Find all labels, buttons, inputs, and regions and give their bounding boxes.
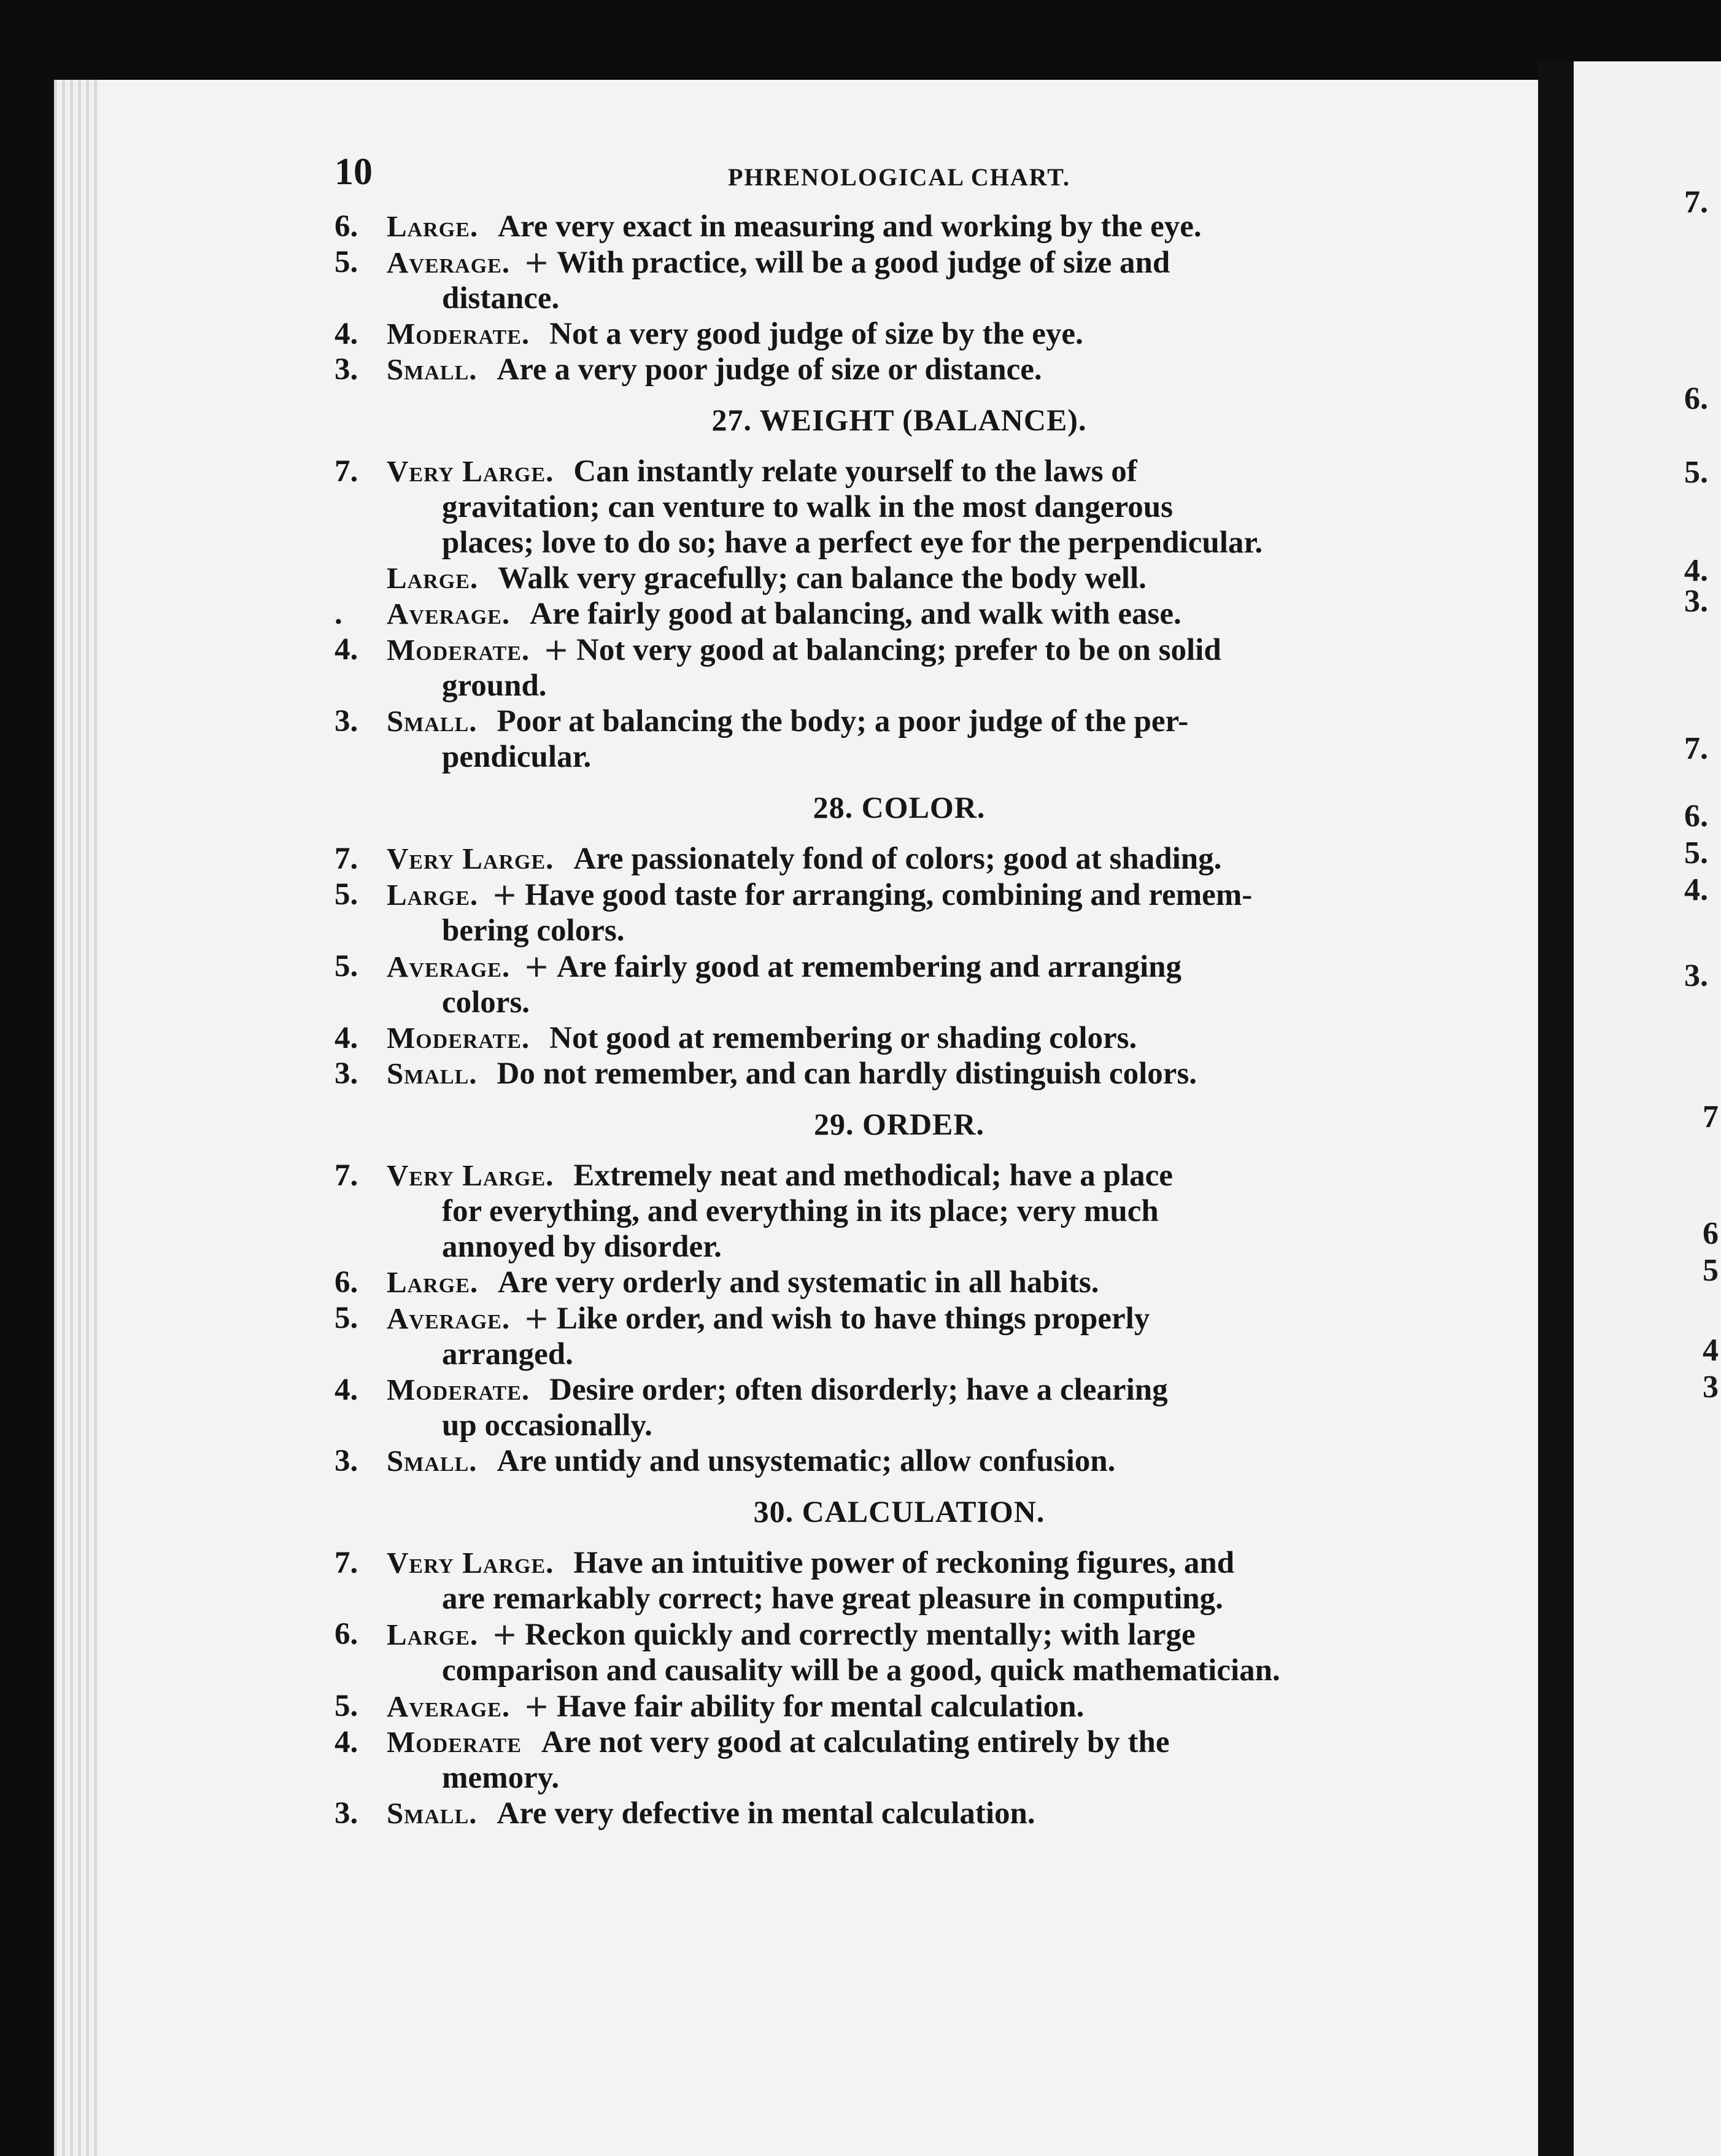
entry-number: 5. [335,1301,358,1335]
entry-number: 6. [335,1617,358,1651]
facing-page-numeral: 5 [1703,1253,1719,1288]
entry-line: annoyed by disorder. [442,1230,722,1264]
running-title: PHRENOLOGICAL CHART. [728,163,1070,191]
entry-row [335,1796,1464,1831]
entry-number: 4. [335,1021,358,1055]
entry-number: 4. [335,632,358,667]
entry-degree-label: Large. [387,878,479,912]
handwritten-check-mark: + [543,632,570,667]
facing-page-numeral: 4 [1703,1333,1719,1368]
entry-line: Poor at balancing the body; a poor judge of the per- [497,704,1189,739]
entry-degree-label: Small. [387,1444,478,1478]
handwritten-check-mark: + [492,877,518,912]
entry-number: 5. [335,245,358,279]
entry-text [387,596,1464,632]
entry-line: Are a very poor judge of size or distance. [497,352,1042,387]
entry-number: 5. [335,949,358,983]
section-29-order [335,1158,1464,1479]
entry-line: memory. [442,1761,560,1795]
entry-text [387,1372,1464,1443]
facing-page-edge [1574,61,1721,2156]
entry-text [387,1158,1464,1265]
handwritten-check-mark: + [524,948,550,984]
entry-text [387,841,1464,877]
entry-degree-label: Average. [387,950,511,983]
entry-degree-label: Large. [387,561,479,595]
entry-row [335,632,1464,704]
entry-line: Are very exact in measuring and working by the eye. [498,209,1202,244]
entry-text [387,948,1464,1020]
entry-degree-label: Small. [387,1057,478,1090]
book-gutter [1538,61,1574,2156]
facing-page-numeral: 3. [1684,584,1708,619]
heading-order: 29. ORDER. [813,1107,985,1141]
heading-calculation: 30. CALCULATION. [753,1494,1045,1529]
entry-row [335,948,1464,1020]
entry-number: 5. [335,877,358,912]
facing-page-numeral: 6 [1703,1216,1719,1251]
entry-degree-label: Moderate. [387,1021,530,1055]
entry-row [335,1443,1464,1479]
entry-row [335,209,1464,244]
entry-number: 5. [335,1689,358,1723]
entry-row [335,1372,1464,1443]
heading-weight: 27. WEIGHT (BALANCE). [711,403,1087,437]
entry-degree-label: Small. [387,352,478,386]
running-head [335,150,1464,209]
entry-row [335,244,1464,316]
page-content [335,150,1464,1831]
entry-row [335,596,1464,632]
entry-line: Have an intuitive power of reckoning figures, and [573,1546,1235,1580]
entry-row [335,352,1464,387]
entry-degree-label: Average. [387,597,511,630]
entry-line: bering colors. [442,913,625,948]
entry-text [387,1688,1464,1724]
entry-line: Have good taste for arranging, combining and remem- [525,878,1253,912]
entry-text [387,454,1464,560]
entry-row [335,1020,1464,1056]
facing-page-numeral: 7. [1684,185,1708,220]
entry-number: 3. [335,704,358,739]
entry-degree-label: Very Large. [387,454,554,488]
entry-number: 6. [335,1265,358,1300]
entry-row [335,1265,1464,1300]
entry-number: . [335,597,342,631]
entry-text [387,1020,1464,1056]
facing-page-numeral: 7 [1703,1099,1719,1134]
entry-line: up occasionally. [442,1408,652,1443]
entry-row [335,1056,1464,1092]
facing-page-numeral: 4. [1684,872,1708,907]
entry-line: Are very orderly and systematic in all habits. [498,1265,1099,1300]
entry-text [387,1545,1464,1616]
entry-degree-label: Large. [387,209,479,243]
entry-degree-label: Small. [387,704,478,738]
entry-number: 3. [335,352,358,387]
entry-line: arranged. [442,1337,573,1371]
entry-line: Are fairly good at balancing, and walk with ease. [530,597,1181,631]
entry-line: distance. [442,281,560,316]
entry-degree-label: Small. [387,1796,478,1830]
entry-row [335,316,1464,352]
facing-page-numeral: 6. [1684,381,1708,416]
entry-degree-label: Moderate. [387,1373,530,1406]
entry-line: for everything, and everything in its place; very much [442,1194,1159,1228]
entry-degree-label: Moderate [387,1725,522,1759]
handwritten-check-mark: + [524,1300,550,1336]
entry-line: Not good at remembering or shading colors. [549,1021,1137,1055]
entry-text [387,1300,1464,1372]
entry-text [387,316,1464,352]
entry-number: 4. [335,1725,358,1759]
entry-line: Are very defective in mental calculation. [497,1796,1035,1831]
entry-line: pendicular. [442,740,592,774]
entry-line: Not a very good judge of size by the eye. [549,317,1083,351]
facing-page-numeral: 7. [1684,731,1708,766]
entry-number: 4. [335,1373,358,1407]
facing-page-numeral: 3. [1684,958,1708,993]
entry-line: Can instantly relate yourself to the laws of [573,454,1137,489]
entry-number: 3. [335,1444,358,1478]
entry-line: Walk very gracefully; can balance the body well. [498,561,1147,595]
entry-line: gravitation; can venture to walk in the most dangerous [442,490,1173,524]
page-edge-stack [54,80,98,2156]
facing-page-numeral: 5. [1684,836,1708,871]
section-27-weight [335,454,1464,775]
entry-degree-label: Moderate. [387,633,530,667]
entry-line: Are untidy and unsystematic; allow confusion. [497,1444,1116,1478]
facing-page-numeral: 5. [1684,455,1708,490]
handwritten-check-mark: + [524,1688,550,1724]
entry-text [387,1056,1464,1092]
entry-row [335,841,1464,877]
entry-number: 6. [335,209,358,244]
entry-line: ground. [442,669,547,703]
entry-degree-label: Large. [387,1618,479,1651]
entry-degree-label: Average. [387,1689,511,1723]
entry-line: Are not very good at calculating entirely by the [541,1725,1170,1759]
entry-line: Are fairly good at remembering and arranging [557,950,1182,984]
page-number: 10 [335,151,373,193]
entry-text [387,877,1464,948]
entry-row [335,1545,1464,1616]
entry-text [387,209,1464,244]
entry-degree-label: Very Large. [387,1158,554,1192]
entry-line: are remarkably correct; have great pleasure in computing. [442,1581,1223,1616]
entry-row [335,1300,1464,1372]
entry-line: Not very good at balancing; prefer to be on solid [576,633,1221,667]
entry-degree-label: Moderate. [387,317,530,351]
section-28-color [335,841,1464,1092]
entry-text [387,1265,1464,1300]
entry-line: Are passionately fond of colors; good at shading. [573,842,1222,876]
entry-number: 7. [335,1546,358,1580]
entry-text [387,560,1464,596]
entry-line: Desire order; often disorderly; have a clearing [549,1373,1168,1407]
facing-page-numeral: 6. [1684,799,1708,834]
section-26-size [335,209,1464,387]
entry-text [387,244,1464,316]
entry-row [335,1724,1464,1796]
entry-degree-label: Average. [387,246,511,279]
handwritten-check-mark: + [524,244,550,280]
entry-line: places; love to do so; have a perfect eye for the perpendicular. [442,525,1263,560]
entry-row [335,877,1464,948]
section-30-calculation [335,1545,1464,1831]
entry-number: 7. [335,454,358,489]
entry-number: 4. [335,317,358,351]
entry-degree-label: Very Large. [387,1546,554,1580]
entry-line: Have fair ability for mental calculation. [557,1689,1085,1724]
entry-number [335,560,387,596]
entry-line: Reckon quickly and correctly mentally; with large [525,1618,1196,1652]
entry-number: 3. [335,1057,358,1091]
entry-number: 7. [335,1158,358,1193]
handwritten-check-mark: + [492,1616,518,1652]
entry-text [387,704,1464,775]
heading-color: 28. COLOR. [813,790,986,824]
entry-number: 3. [335,1796,358,1831]
entry-line: Do not remember, and can hardly distinguish colors. [497,1057,1197,1091]
entry-row [335,1158,1464,1265]
entry-row [335,454,1464,560]
entry-degree-label: Average. [387,1301,511,1335]
entry-row [335,1688,1464,1724]
facing-page-numeral: 3 [1703,1370,1719,1405]
entry-line: colors. [442,985,530,1020]
facing-page-numeral: 4. [1684,553,1708,588]
entry-text [387,1724,1464,1796]
entry-text [387,1443,1464,1479]
entry-text [387,632,1464,704]
entry-line: comparison and causality will be a good, quick mathematician. [442,1653,1280,1688]
entry-text [387,352,1464,387]
entry-text [387,1796,1464,1831]
entry-line: With practice, will be a good judge of size and [557,246,1170,280]
entry-row [335,1616,1464,1688]
entry-line: Extremely neat and methodical; have a place [573,1158,1173,1193]
entry-degree-label: Very Large. [387,842,554,875]
entry-row [335,560,1464,596]
entry-line: Like order, and wish to have things properly [557,1301,1150,1336]
entry-number: 7. [335,842,358,876]
entry-row [335,704,1464,775]
entry-degree-label: Large. [387,1265,479,1299]
entry-text [387,1616,1464,1688]
